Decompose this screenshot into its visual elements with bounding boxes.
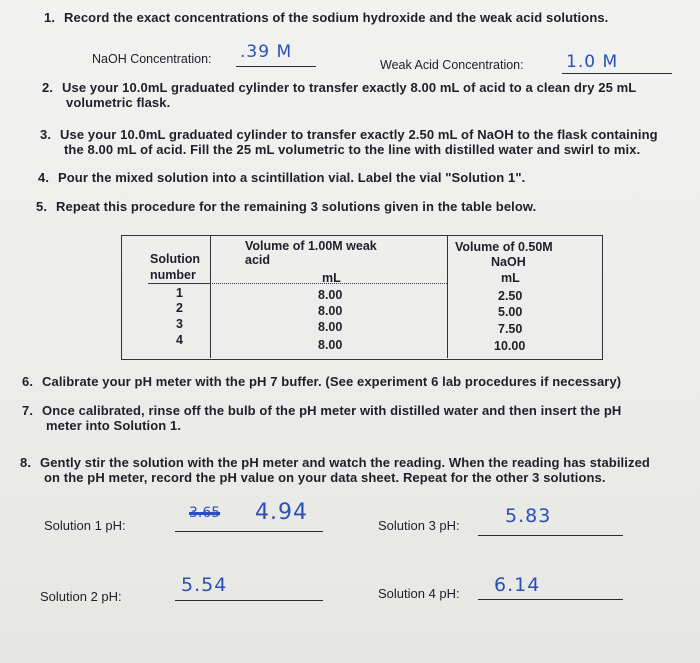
- header-naoh-line1: Volume of 0.50M: [455, 240, 553, 254]
- step-6: [22, 374, 692, 389]
- row-3-naoh: 7.50: [498, 322, 523, 336]
- solution-1-struck-text: 3.65: [189, 505, 221, 521]
- step-1-number: 1.: [44, 10, 56, 25]
- step-5-number: 5.: [36, 199, 48, 214]
- step-1: [44, 10, 684, 25]
- row-1-solution: 1: [176, 286, 183, 300]
- table-divider-2: [447, 236, 448, 358]
- solution-4-ph-value: 6.14: [494, 574, 541, 596]
- solution-2-ph-value: 5.54: [181, 574, 228, 596]
- step-2-number: 2.: [42, 80, 54, 95]
- step-2: [42, 80, 692, 110]
- row-3-solution: 3: [176, 317, 183, 331]
- solution-1-ph-line: [175, 531, 323, 532]
- row-1-acid: 8.00: [318, 288, 343, 302]
- step-8: [20, 455, 698, 485]
- header-acid-line2: acid: [245, 253, 271, 267]
- row-2-naoh: 5.00: [498, 305, 523, 319]
- row-4-solution: 4: [176, 333, 183, 347]
- solution-3-ph-line: [478, 535, 623, 536]
- step-4: [38, 170, 688, 185]
- acid-concentration-label: Weak Acid Concentration:: [380, 58, 524, 72]
- solution-3-ph-label: Solution 3 pH:: [378, 518, 460, 533]
- row-4-acid: 8.00: [318, 338, 343, 352]
- table-divider-1: [210, 236, 211, 358]
- step-7: [22, 403, 697, 433]
- naoh-concentration-value: .39 M: [240, 42, 293, 62]
- step-1-text: Record the exact concentrations of the sodium hydroxide and the weak acid solutions.: [64, 10, 609, 25]
- step-5: [36, 199, 686, 214]
- solution-4-ph-label: Solution 4 pH:: [378, 586, 460, 601]
- header-naoh-line2: NaOH: [491, 255, 526, 269]
- solution-1-struck-value: [189, 505, 220, 521]
- table-header-rule: [148, 283, 210, 284]
- step-2-line2: volumetric flask.: [66, 95, 171, 110]
- row-2-acid: 8.00: [318, 304, 343, 318]
- row-2-solution: 2: [176, 301, 183, 315]
- step-2-line1: Use your 10.0mL graduated cylinder to transfer exactly 8.00 mL of acid to a clean dry 25 mL: [62, 80, 637, 95]
- step-4-text: Pour the mixed solution into a scintillation vial. Label the vial "Solution 1".: [58, 170, 526, 185]
- row-4-naoh: 10.00: [494, 339, 526, 353]
- header-acid-line1: Volume of 1.00M weak: [245, 239, 377, 253]
- acid-concentration-value: 1.0 M: [566, 52, 619, 72]
- step-5-text: Repeat this procedure for the remaining 3 solutions given in the table below.: [56, 199, 537, 214]
- step-7-line2: meter into Solution 1.: [46, 418, 182, 433]
- step-8-line1: Gently stir the solution with the pH meter and watch the reading. When the reading has stabilized: [40, 455, 650, 470]
- step-8-number: 8.: [20, 455, 32, 470]
- naoh-concentration-line: [236, 66, 316, 67]
- header-acid-unit: mL: [322, 271, 341, 285]
- step-8-line2: on the pH meter, record the pH value on your data sheet. Repeat for the other 3 solutions.: [44, 470, 606, 485]
- solution-1-ph-value: 4.94: [255, 500, 308, 525]
- step-3: [40, 127, 695, 157]
- solution-1-ph-label: Solution 1 pH:: [44, 518, 126, 533]
- naoh-concentration-label: NaOH Concentration:: [92, 52, 212, 66]
- solution-2-ph-line: [175, 600, 323, 601]
- solution-3-ph-value: 5.83: [505, 505, 552, 527]
- step-7-line1: Once calibrated, rinse off the bulb of the pH meter with distilled water and then insert the pH: [42, 403, 622, 418]
- header-naoh-unit: mL: [501, 271, 520, 285]
- step-7-number: 7.: [22, 403, 34, 418]
- acid-concentration-line: [562, 73, 672, 74]
- row-3-acid: 8.00: [318, 320, 343, 334]
- step-6-number: 6.: [22, 374, 34, 389]
- step-3-number: 3.: [40, 127, 52, 142]
- solution-4-ph-line: [478, 599, 623, 600]
- header-solution-line1: Solution: [150, 252, 200, 266]
- solution-2-ph-label: Solution 2 pH:: [40, 589, 122, 604]
- step-3-line2: the 8.00 mL of acid. Fill the 25 mL volumetric to the line with distilled water and swirl to mix.: [64, 142, 641, 157]
- step-3-line1: Use your 10.0mL graduated cylinder to transfer exactly 2.50 mL of NaOH to the flask containing: [60, 127, 658, 142]
- row-1-naoh: 2.50: [498, 289, 523, 303]
- step-4-number: 4.: [38, 170, 50, 185]
- step-6-text: Calibrate your pH meter with the pH 7 buffer. (See experiment 6 lab procedures if necessary): [42, 374, 622, 389]
- header-solution-line2: number: [150, 268, 196, 282]
